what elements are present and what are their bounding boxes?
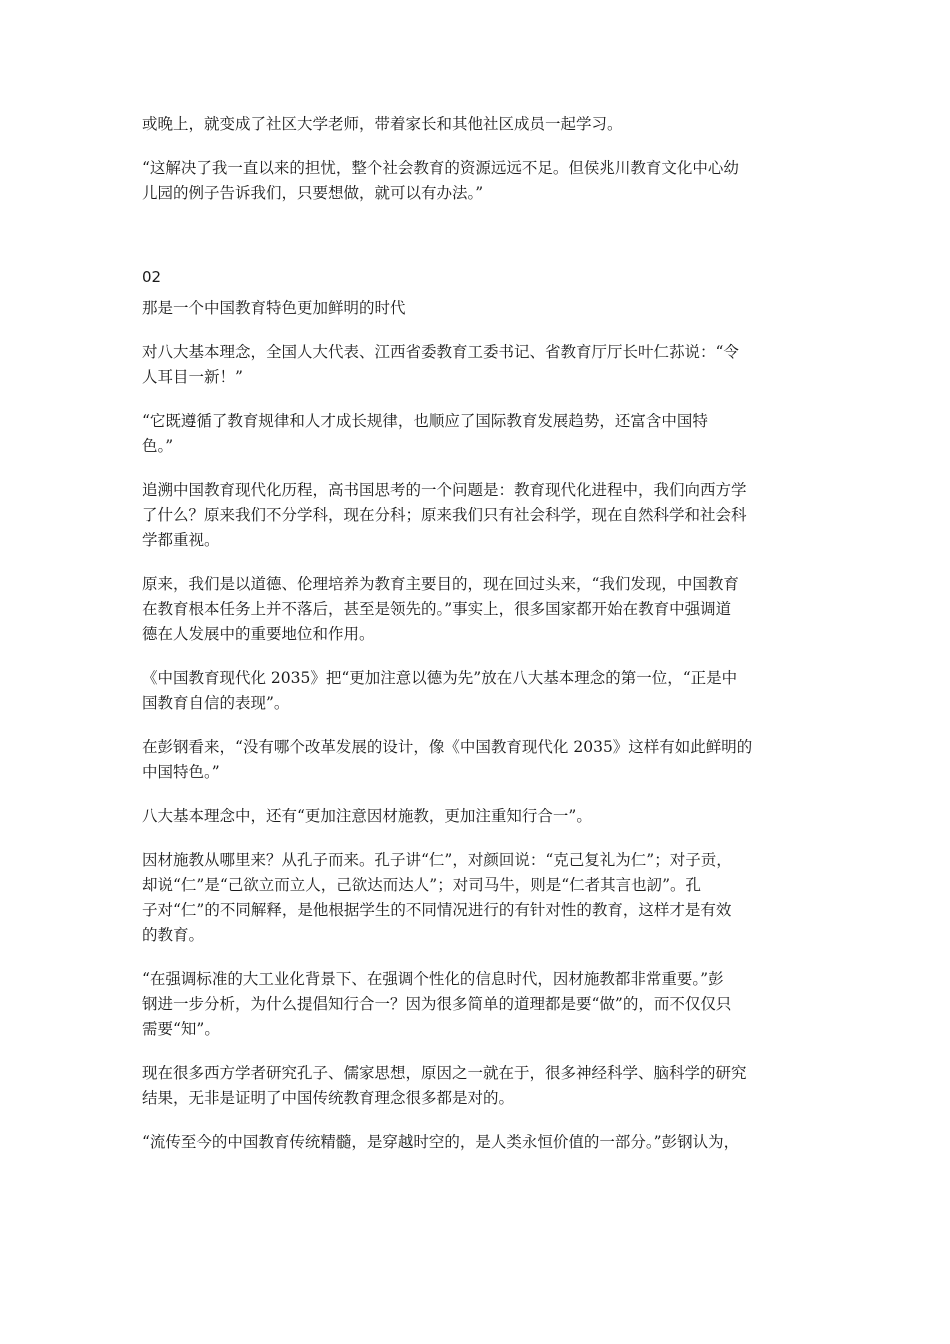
document-body [142, 112, 814, 1174]
paragraph: “这解决了我一直以来的担忧，整个社会教育的资源远远不足。但侯兆川教育文化中心幼 儿园的例子告诉我们，只要想做，就可以有办法。” [142, 159, 739, 202]
paragraph: 追溯中国教育现代化历程，高书国思考的一个问题是：教育现代化进程中，我们向西方学 了什么？原来我们不分学科，现在分科；原来我们只有社会科学，现在自然科学和社会科 学都重视。 [142, 481, 747, 549]
paragraph: 对八大基本理念，全国人大代表、江西省委教育工委书记、省教育厅厅长叶仁荪说：“令 人耳目一新！” [142, 343, 739, 386]
paragraph: 现在很多西方学者研究孔子、儒家思想，原因之一就在于，很多神经科学、脑科学的研究 结果，无非是证明了中国传统教育理念很多都是对的。 [142, 1064, 747, 1107]
paragraph: “流传至今的中国教育传统精髓，是穿越时空的，是人类永恒价值的一部分。”彭钢认为， [142, 1133, 740, 1151]
paragraph: 《中国教育现代化 2035》把“更加注意以德为先”放在八大基本理念的第一位，“正是中 国教育自信的表现”。 [142, 669, 738, 712]
section-number: 02 [142, 268, 162, 286]
section-title: 那是一个中国教育特色更加鲜明的时代 [142, 299, 406, 317]
paragraph: 因材施教从哪里来？从孔子而来。孔子讲“仁”，对颜回说：“克己复礼为仁”；对子贡， 却说“仁”是“己欲立而立人，己欲达而达人”；对司马牛，则是“仁者其言也訒”。孔 子对“仁”的不同解释，是他根据学生的不同情况进行的有针对性的教育，这样才是有效 的教育。 [142, 851, 732, 944]
section-spacer [142, 225, 814, 265]
paragraph: 或晚上，就变成了社区大学老师，带着家长和其他社区成员一起学习。 [142, 115, 623, 133]
paragraph: “在强调标准的大工业化背景下、在强调个性化的信息时代，因材施教都非常重要。”彭 钢进一步分析，为什么提倡知行合一？因为很多简单的道理都是要“做”的，而不仅仅只 需要“知”。 [142, 970, 732, 1038]
paragraph: 在彭钢看来，“没有哪个改革发展的设计，像《中国教育现代化 2035》这样有如此鲜明的 中国特色。” [142, 738, 753, 781]
paragraph: “它既遵循了教育规律和人才成长规律，也顺应了国际教育发展趋势，还富含中国特 色。” [142, 412, 708, 455]
paragraph: 原来，我们是以道德、伦理培养为教育主要目的，现在回过头来，“我们发现，中国教育 在教育根本任务上并不落后，甚至是领先的。”事实上，很多国家都开始在教育中强调道 德在人发展中的重要地位和作用。 [142, 575, 739, 643]
paragraph: 八大基本理念中，还有“更加注意因材施教，更加注重知行合一”。 [142, 807, 592, 825]
